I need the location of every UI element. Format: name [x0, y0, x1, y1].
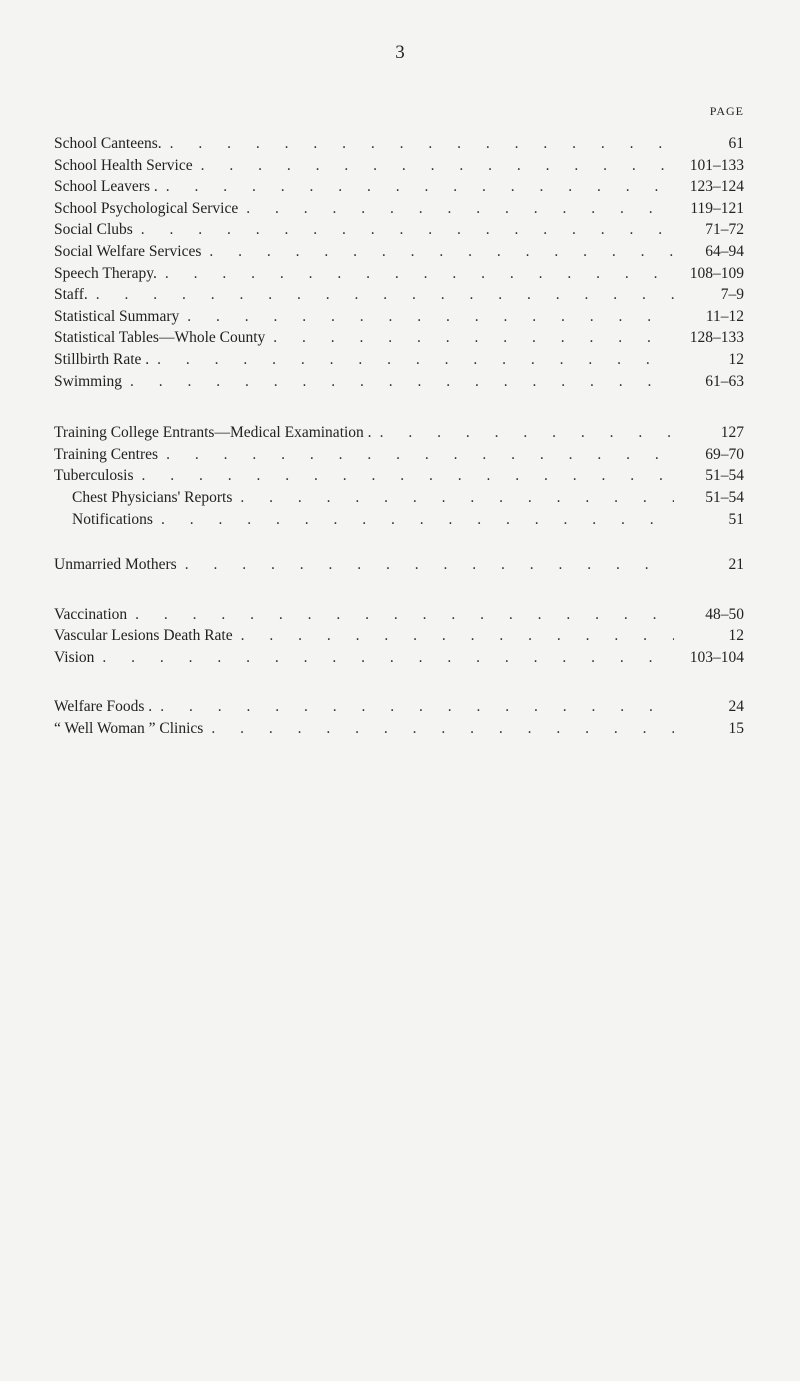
entry-label: “ Well Woman ” Clinics	[54, 720, 204, 738]
index-entry	[54, 263, 744, 285]
entry-label: Staff.	[54, 286, 88, 304]
entry-label: Statistical Summary	[54, 307, 180, 325]
index-entry	[54, 133, 744, 155]
entry-pages: 101–133	[689, 156, 744, 174]
entry-label: Stillbirth Rate .	[54, 350, 150, 368]
index-entry	[54, 604, 744, 626]
entry-pages: 24	[728, 698, 744, 716]
dot-leader	[233, 625, 674, 647]
index-entry	[54, 444, 744, 466]
dot-leader	[158, 176, 674, 198]
entry-pages: 71–72	[705, 221, 744, 239]
page-number: 3	[395, 42, 405, 63]
dot-leader	[232, 487, 674, 509]
dot-leader	[157, 263, 674, 285]
dot-leader	[238, 198, 674, 220]
dot-leader	[203, 718, 674, 740]
entry-label: Training College Entrants—Medical Examination .	[54, 424, 372, 442]
group-spacer	[54, 392, 744, 422]
dot-leader	[94, 647, 674, 669]
index-entry	[54, 284, 744, 306]
entry-pages: 119–121	[690, 199, 744, 217]
dot-leader	[122, 371, 674, 393]
index-entry	[54, 241, 744, 263]
entry-label: Statistical Tables—Whole County	[54, 329, 266, 347]
index-entry	[54, 219, 744, 241]
index-entry	[54, 509, 744, 531]
dot-leader	[179, 306, 674, 328]
entry-pages: 128–133	[689, 329, 744, 347]
dot-leader	[265, 327, 674, 349]
entry-label: Vaccination	[54, 605, 128, 623]
page-column-heading: PAGE	[709, 104, 744, 118]
entry-label: Unmarried Mothers	[54, 556, 177, 574]
entry-label: School Leavers .	[54, 178, 158, 196]
index-entry	[54, 155, 744, 177]
index-entry	[54, 306, 744, 328]
entry-label: Vision	[54, 648, 95, 666]
entry-pages: 61–63	[705, 372, 744, 390]
index-entry	[54, 647, 744, 669]
index-group	[54, 554, 744, 576]
entry-label: School Psychological Service	[54, 199, 239, 217]
index-entry	[54, 371, 744, 393]
entry-pages: 69–70	[705, 445, 744, 463]
index-entry	[54, 327, 744, 349]
entry-label: Tuberculosis	[54, 467, 134, 485]
index-entry	[54, 718, 744, 740]
entry-label: Social Clubs	[54, 221, 133, 239]
entry-label: School Canteens.	[54, 135, 162, 152]
index-entry	[54, 198, 744, 220]
entry-label: Vascular Lesions Death Rate	[54, 627, 233, 645]
group-spacer	[54, 668, 744, 696]
dot-leader	[152, 696, 674, 718]
entry-label: Speech Therapy.	[54, 264, 157, 282]
index-list	[54, 133, 744, 740]
entry-pages: 103–104	[689, 648, 744, 666]
dot-leader	[162, 133, 674, 155]
group-spacer	[54, 530, 744, 554]
dot-leader	[201, 241, 674, 263]
entry-pages: 64–94	[705, 242, 744, 260]
index-entry	[54, 176, 744, 198]
entry-label: School Health Service	[54, 156, 193, 174]
dot-leader	[127, 604, 674, 626]
entry-label: Notifications	[72, 510, 153, 528]
dot-leader	[372, 422, 674, 444]
dot-leader	[153, 509, 674, 531]
entry-pages: 108–109	[689, 264, 744, 282]
entry-label: Training Centres	[54, 445, 159, 463]
index-group	[54, 604, 744, 669]
index-entry	[54, 625, 744, 647]
index-group	[54, 133, 744, 392]
entry-pages: 51–54	[705, 488, 744, 506]
index-entry	[54, 422, 744, 444]
entry-pages: 51	[728, 510, 744, 528]
entry-pages: 11–12	[705, 307, 744, 325]
group-spacer	[54, 576, 744, 604]
entry-pages: 48–50	[705, 605, 744, 623]
dot-leader	[158, 444, 674, 466]
entry-label: Welfare Foods .	[54, 698, 153, 716]
entry-label: Swimming	[54, 372, 123, 390]
entry-pages: 15	[728, 720, 744, 738]
entry-pages: 7–9	[720, 286, 744, 304]
entry-pages: 51–54	[705, 467, 744, 485]
index-entry	[54, 554, 744, 576]
dot-leader	[134, 465, 674, 487]
dot-leader	[133, 219, 674, 241]
dot-leader	[193, 155, 674, 177]
index-entry	[54, 349, 744, 371]
index-group	[54, 422, 744, 530]
entry-label: Chest Physicians' Reports	[72, 488, 233, 506]
entry-label: Social Welfare Services	[54, 242, 202, 260]
index-entry	[54, 696, 744, 718]
entry-pages: 21	[728, 556, 744, 574]
index-group	[54, 696, 744, 739]
dot-leader	[177, 554, 674, 576]
dot-leader	[88, 284, 674, 306]
entry-pages: 61	[728, 135, 744, 152]
entry-pages: 12	[728, 350, 744, 368]
index-entry	[54, 465, 744, 487]
entry-pages: 123–124	[689, 178, 744, 196]
dot-leader	[149, 349, 674, 371]
entry-pages: 12	[728, 627, 744, 645]
entry-pages: 127	[720, 424, 744, 442]
index-entry	[54, 487, 744, 509]
